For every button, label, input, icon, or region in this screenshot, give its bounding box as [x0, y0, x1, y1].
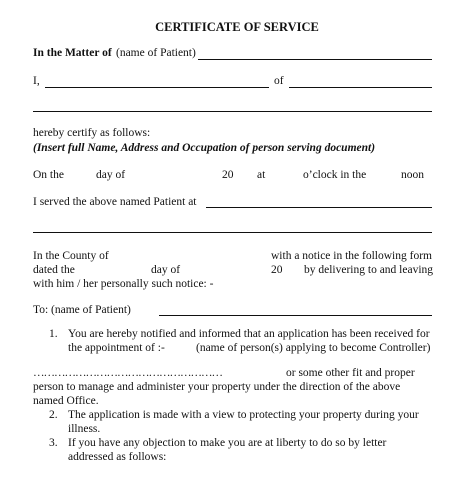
declarant-prefix: I, — [33, 75, 40, 87]
item-1-line2b: (name of person(s) applying to become Controller) — [196, 342, 431, 354]
declarant-extra-line — [33, 111, 432, 112]
item-3-line2: addressed as follows: — [68, 451, 167, 463]
date-at: at — [257, 169, 266, 181]
item-continuation-line3: named Office. — [33, 395, 99, 407]
item-3-number: 3. — [49, 437, 58, 449]
matter-label: In the Matter of — [33, 47, 112, 59]
date-day-of: day of — [96, 169, 126, 181]
item-continuation-dots: ……………………………………………… — [33, 367, 222, 379]
county-day-of: day of — [151, 264, 181, 276]
served-extra-line — [33, 232, 432, 233]
date-year: 20 — [222, 169, 234, 181]
to-patient-line — [159, 315, 432, 316]
item-continuation-tail: or some other fit and proper — [286, 367, 415, 379]
item-1-line2a: the appointment of :- — [68, 342, 165, 354]
declarant-name-line — [45, 87, 269, 88]
item-2-line2: illness. — [68, 423, 101, 435]
declarant-of: of — [274, 75, 284, 87]
served-text: I served the above named Patient at — [33, 196, 197, 208]
matter-hint: (name of Patient) — [116, 47, 196, 59]
county-delivering: by delivering to and leaving — [304, 264, 434, 276]
matter-patient-line — [198, 59, 432, 60]
county-label: In the County of — [33, 250, 109, 262]
item-2-number: 2. — [49, 409, 58, 421]
to-label: To: (name of Patient) — [33, 304, 131, 316]
county-notice: with a notice in the following form — [271, 250, 432, 262]
certify-text: hereby certify as follows: — [33, 127, 151, 139]
item-1-line1: You are hereby notified and informed that an application has been received for — [68, 328, 430, 340]
served-location-line — [206, 207, 432, 208]
item-continuation-line2: person to manage and administer your property under the direction of the above — [33, 381, 401, 393]
date-on-the: On the — [33, 169, 64, 181]
declarant-address-line — [289, 87, 432, 88]
item-1-number: 1. — [49, 328, 58, 340]
county-year: 20 — [271, 264, 283, 276]
page-title: CERTIFICATE OF SERVICE — [155, 20, 319, 34]
date-oclock: o’clock in the — [303, 169, 367, 181]
county-personally: with him / her personally such notice: - — [33, 278, 214, 290]
county-dated-the: dated the — [33, 264, 75, 276]
date-noon: noon — [401, 169, 424, 181]
item-3-line1: If you have any objection to make you are at liberty to do so by letter — [68, 437, 387, 449]
certify-instruction: (Insert full Name, Address and Occupation of person serving document) — [33, 142, 376, 154]
item-2-line1: The application is made with a view to protecting your property during your — [68, 409, 419, 421]
